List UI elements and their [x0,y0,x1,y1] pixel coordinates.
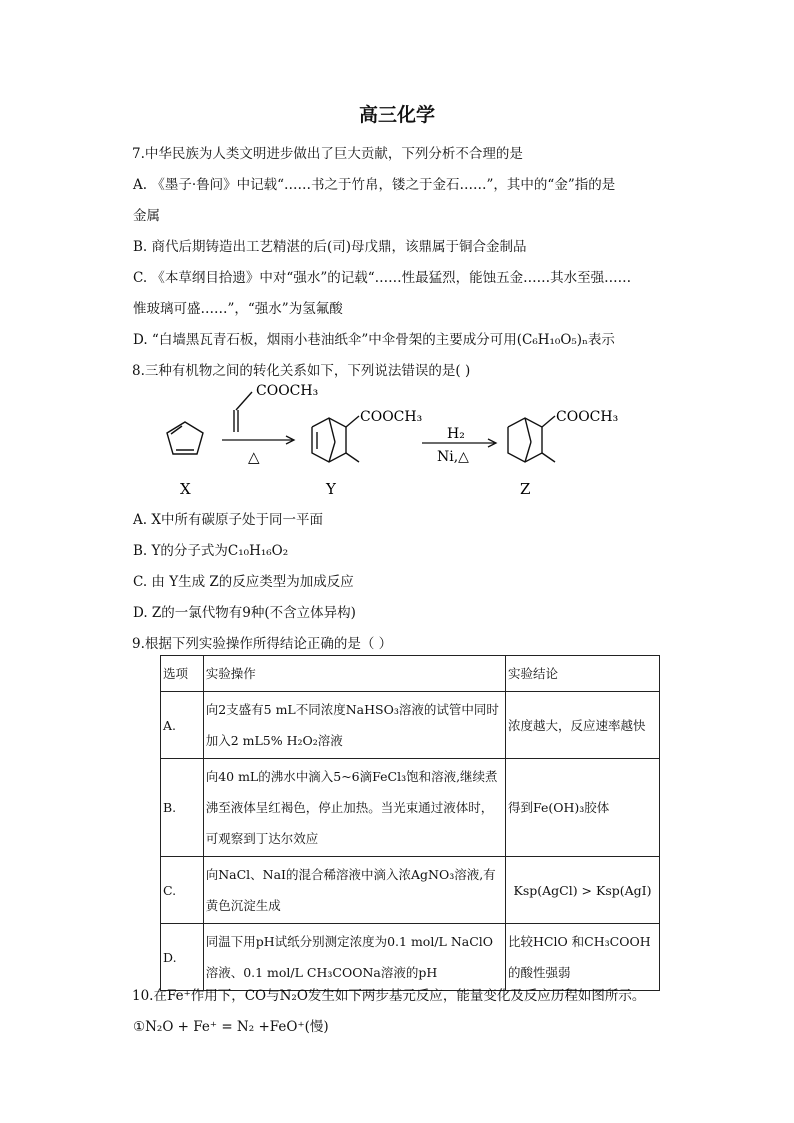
page-title: 高三化学 [358,104,435,126]
header-option: 选项 [161,656,204,692]
condition-2: Ni,△ [437,449,469,465]
q7-option-b: B. 商代后期铸造出工艺精湛的后(司)母戊鼎，该鼎属于铜合金制品 [133,239,527,255]
q7-option-c-line2: 惟玻璃可盛……”，“强水”为氢氟酸 [133,301,343,317]
header-operation: 实验操作 [203,656,505,692]
label-y: Y [326,480,336,498]
row-option: D. [161,924,204,991]
table-row [161,759,660,857]
row-conclusion: Ksp(AgCl) > Ksp(AgI) [505,857,659,924]
reagent-structure [234,392,252,432]
q8-option-d: D. Z的一氯代物有9种(不含立体异构) [133,605,356,621]
row-operation: 同温下用pH试纸分别测定浓度为0.1 mol/L NaClO溶液、0.1 mol/L CH₃COONa溶液的pH [203,924,505,991]
q8-stem: 8.三种有机物之间的转化关系如下，下列说法错误的是( ) [132,363,471,379]
row-conclusion: 得到Fe(OH)₃胶体 [505,759,659,857]
row-option: B. [161,759,204,857]
q10-stem: 10.在Fe⁺作用下，CO与N₂O发生如下两步基元反应，能量变化及反应历程如图所示。 [132,988,646,1004]
table-row [161,924,660,991]
experiment-table [160,655,660,991]
arrow-1 [222,436,294,444]
q9-stem: 9.根据下列实验操作所得结论正确的是（ ） [132,636,393,652]
row-operation: 向NaCl、NaI的混合稀溶液中滴入浓AgNO₃溶液,有黄色沉淀生成 [203,857,505,924]
row-operation: 向2支盛有5 mL不同浓度NaHSO₃溶液的试管中同时加入2 mL5% H₂O₂溶液 [203,692,505,759]
row-option: C. [161,857,204,924]
q8-option-c: C. 由 Y生成 Z的反应类型为加成反应 [133,574,354,590]
molecule-z-structure [508,416,555,462]
reagent-formula: COOCH₃ [256,383,319,399]
q7-option-a-line2: 金属 [133,208,160,224]
condition-1: △ [248,448,260,466]
molecule-z-ester: COOCH₃ [556,409,619,425]
q8-option-a: A. X中所有碳原子处于同一平面 [133,512,323,528]
q8-option-b: B. Y的分子式为C₁₀H₁₆O₂ [133,543,289,559]
header-conclusion: 实验结论 [505,656,659,692]
reaction-scheme [160,380,660,505]
label-x: X [180,480,191,498]
q7-option-d: D. “白墙黑瓦青石板，烟雨小巷油纸伞”中伞骨架的主要成分可用(C₆H₁₀O₅)ₙ表示 [133,332,615,348]
table-header-row [161,656,660,692]
table-row [161,692,660,759]
row-conclusion: 浓度越大，反应速率越快 [505,692,659,759]
row-operation: 向40 mL的沸水中滴入5~6滴FeCl₃饱和溶液,继续煮沸至液体呈红褐色，停止加热。当光束通过液体时，可观察到丁达尔效应 [203,759,505,857]
molecule-x-structure [167,422,203,454]
q7-option-c-line1: C. 《本草纲目拾遗》中对“强水”的记载“……性最猛烈，能蚀五金……其水至强…… [133,270,632,286]
q7-stem: 7.中华民族为人类文明进步做出了巨大贡献，下列分析不合理的是 [132,146,523,162]
label-z: Z [520,480,531,498]
molecule-y-structure [312,416,359,462]
q7-option-a-line1: A. 《墨子·鲁问》中记载“……书之于竹帛，镂之于金石……”，其中的“金”指的是 [133,177,616,193]
table-row [161,857,660,924]
reaction-scheme-drawing [160,380,660,505]
reagent-h2: H₂ [447,426,465,442]
row-option: A. [161,692,204,759]
row-conclusion: 比较HClO 和CH₃COOH的酸性强弱 [505,924,659,991]
molecule-y-ester: COOCH₃ [360,409,423,425]
q10-step1: ①N₂O + Fe⁺ = N₂ +FeO⁺(慢) [133,1019,329,1035]
